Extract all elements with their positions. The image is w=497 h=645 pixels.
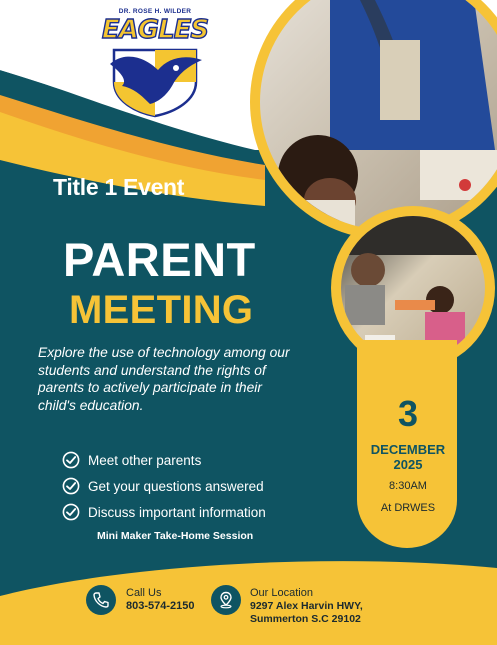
logo-school-name: DR. ROSE H. WILDER [118, 8, 192, 15]
list-item [62, 499, 266, 525]
location-label: Our Location [250, 587, 313, 599]
address-line-2: Summerton S.C 29102 [250, 613, 361, 625]
location-pin-icon [217, 591, 235, 609]
check-circle-icon [62, 477, 80, 495]
date-year: 2025 [393, 457, 423, 472]
list-item-text: Meet other parents [88, 452, 202, 468]
headline-parent: PARENT [63, 233, 256, 286]
eagle-shield-icon [106, 44, 204, 118]
call-number: 803-574-2150 [126, 600, 195, 612]
logo-mascot-word: EAGLES [101, 15, 209, 45]
event-title: Title 1 Event [53, 174, 185, 200]
date-day: 3 [397, 393, 419, 434]
location-icon-badge [211, 585, 241, 615]
check-circle-icon [62, 503, 80, 521]
date-time: 8:30AM [389, 480, 427, 492]
list-item-text: Get your questions answered [88, 478, 264, 494]
checklist [62, 447, 266, 525]
call-label: Call Us [126, 587, 162, 599]
check-circle-icon [62, 451, 80, 469]
session-note: Mini Maker Take-Home Session [97, 530, 254, 542]
date-place: At DRWES [380, 502, 436, 514]
phone-icon-badge [86, 585, 116, 615]
school-logo [98, 6, 212, 118]
list-item [62, 447, 266, 473]
address-line-1: 9297 Alex Harvin HWY, [250, 600, 363, 612]
list-item-text: Discuss important information [88, 504, 266, 520]
date-month: DECEMBER [370, 442, 446, 457]
headline-meeting: MEETING [69, 288, 254, 332]
phone-icon [92, 591, 110, 609]
list-item [62, 473, 266, 499]
event-date [360, 393, 456, 514]
event-description: Explore the use of technology among our students and understand the rights of parents to actively participate in their child's education. [38, 345, 290, 413]
